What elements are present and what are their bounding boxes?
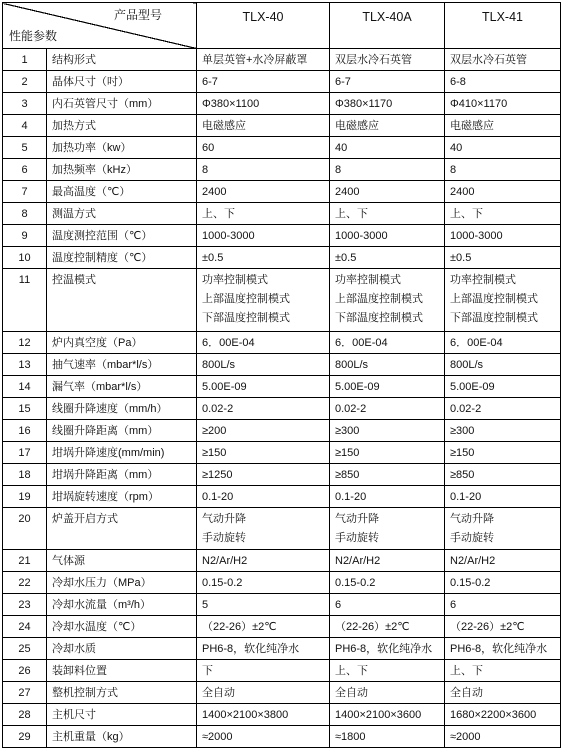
parameter-name: 整机控制方式 [47,682,197,704]
parameter-value: 8 [450,164,457,176]
parameter-value: ≥1250 [202,469,233,481]
table-row [3,159,561,181]
model-name: TLX-40A [362,10,412,24]
row-number: 13 [3,354,47,376]
row-number: 1 [3,49,47,71]
parameter-value: 8 [202,164,209,176]
parameter-value-cell [197,704,330,726]
parameter-value: N2/Ar/H2 [335,555,381,567]
parameter-value-cell [330,420,445,442]
spec-table [2,2,561,748]
parameter-value: 6 [450,599,457,611]
parameter-value: ≥150 [335,447,360,459]
parameter-value: 下部温度控制模式 [335,312,423,324]
parameter-value-cell [445,726,561,748]
parameter-value: 1000-3000 [335,230,388,242]
parameter-value-cell [197,71,330,93]
parameter-value-cell [330,508,445,550]
parameter-value-cell [330,115,445,137]
parameter-value: 上部温度控制模式 [450,293,538,305]
parameter-value: ≥300 [450,425,475,437]
parameter-value-cell [197,616,330,638]
table-row [3,572,561,594]
parameter-value: ±0.5 [202,252,224,264]
parameter-value: （22-26）±2℃ [202,621,277,633]
parameter-value: 1680×2200×3600 [450,709,537,721]
parameter-value: 上部温度控制模式 [202,293,290,305]
header-row [3,3,561,49]
parameter-name: 内石英管尺寸（mm） [47,93,197,115]
parameter-value-cell [330,594,445,616]
table-row [3,704,561,726]
row-number: 25 [3,638,47,660]
parameter-value: 0.15-0.2 [335,577,376,589]
parameter-value: 上、下 [202,208,235,220]
parameter-value: N2/Ar/H2 [202,555,248,567]
row-number: 9 [3,225,47,247]
parameter-name: 线圈升降速度（mm/h） [47,398,197,420]
parameter-name: 测温方式 [47,203,197,225]
parameter-value-cell [197,508,330,550]
parameter-value: ±0.5 [335,252,357,264]
parameter-value: ≥850 [335,469,360,481]
parameter-name: 坩埚旋转速度（rpm） [47,486,197,508]
parameter-value-cell [445,203,561,225]
parameter-value: 0.02-2 [335,403,367,415]
parameter-value: 1000-3000 [202,230,255,242]
parameter-value-cell [445,572,561,594]
parameter-value: 40 [335,142,348,154]
table-row [3,442,561,464]
parameter-name: 结构形式 [47,49,197,71]
parameter-value-cell [330,332,445,354]
parameter-value-cell [197,572,330,594]
parameter-value-cell [445,247,561,269]
table-row [3,71,561,93]
parameter-value-cell [445,508,561,550]
parameter-value-cell [197,464,330,486]
parameter-value: ≥150 [202,447,227,459]
parameter-value-cell [197,159,330,181]
table-row [3,93,561,115]
parameter-name: 冷却水流量（m³/h） [47,594,197,616]
parameter-value-cell [197,115,330,137]
parameter-value: 电磁感应 [450,120,494,132]
parameter-value: PH6-8，软化纯净水 [335,643,433,655]
parameter-value-cell [445,682,561,704]
parameter-name: 温度控制精度（℃） [47,247,197,269]
row-number: 21 [3,550,47,572]
parameter-value-cell [330,704,445,726]
parameter-value-cell [330,181,445,203]
parameter-name: 加热功率（kw） [47,137,197,159]
row-number: 11 [3,269,47,332]
parameter-value: 6-8 [450,76,466,88]
parameter-value-cell [330,682,445,704]
parameter-value: 6-7 [335,76,351,88]
parameter-value-cell [197,726,330,748]
parameter-value-cell [445,420,561,442]
parameter-value-cell [330,203,445,225]
parameter-value-cell [330,354,445,376]
parameter-value-cell [330,726,445,748]
parameter-value-cell [330,464,445,486]
parameter-value-cell [197,376,330,398]
parameter-value: 6-7 [202,76,218,88]
parameter-value-cell [197,203,330,225]
parameter-value: 1000-3000 [450,230,503,242]
parameter-value-cell [445,225,561,247]
table-row [3,594,561,616]
parameter-value: 6．00E-04 [450,337,503,349]
parameter-name: 坩埚升降速度(mm/min) [47,442,197,464]
parameter-value: ≥200 [202,425,227,437]
row-number: 7 [3,181,47,203]
table-row [3,550,561,572]
parameter-value-cell [197,247,330,269]
parameter-value: 1400×2100×3800 [202,709,289,721]
parameter-value-cell [197,49,330,71]
parameter-value-cell [445,269,561,332]
parameter-value-cell [445,464,561,486]
parameter-value-cell [445,704,561,726]
parameter-name: 冷却水温度（℃） [47,616,197,638]
parameter-value-cell [330,376,445,398]
parameter-value: 双层水冷石英管 [450,54,527,66]
parameter-value: 全自动 [450,687,483,699]
parameter-value: 手动旋转 [335,532,379,544]
parameter-value: 下部温度控制模式 [450,312,538,324]
parameter-name: 主机尺寸 [47,704,197,726]
parameter-value-cell [445,49,561,71]
parameter-value: 0.1-20 [450,491,482,503]
table-row [3,115,561,137]
table-row [3,225,561,247]
parameter-value: 0.15-0.2 [450,577,491,589]
parameter-value: 全自动 [202,687,235,699]
parameter-value: 0.02-2 [450,403,482,415]
table-row [3,49,561,71]
parameter-value: 上、下 [450,665,483,677]
parameter-value: 上部温度控制模式 [335,293,423,305]
parameter-value: 电磁感应 [202,120,246,132]
table-row [3,376,561,398]
parameter-value: 2400 [335,186,360,198]
parameter-name: 装卸料位置 [47,660,197,682]
row-number: 29 [3,726,47,748]
parameter-value: 800L/s [202,359,236,371]
table-row [3,354,561,376]
parameter-value-cell [330,269,445,332]
model-name: TLX-41 [482,10,523,24]
parameter-value-cell [197,420,330,442]
parameter-value-cell [330,159,445,181]
parameter-name: 气体源 [47,550,197,572]
row-number: 19 [3,486,47,508]
parameter-value-cell [445,594,561,616]
parameter-value-cell [445,93,561,115]
parameter-value: 5.00E-09 [450,381,495,393]
parameter-value: PH6-8，软化纯净水 [202,643,300,655]
parameter-value: 上、下 [450,208,483,220]
model-header-label: 产品型号 [113,8,162,22]
table-row [3,726,561,748]
parameter-value: 气动升降 [450,513,494,525]
parameter-value-cell [197,594,330,616]
parameter-value: 气动升降 [335,513,379,525]
row-number: 20 [3,508,47,550]
parameter-value-cell [330,616,445,638]
parameter-value: 上、下 [335,665,368,677]
model-header-tlx-41 [445,3,561,49]
parameter-value: 6．00E-04 [335,337,388,349]
parameter-value-cell [197,486,330,508]
parameter-value: 手动旋转 [202,532,246,544]
row-number: 27 [3,682,47,704]
parameter-value-cell [197,137,330,159]
parameter-value-cell [330,660,445,682]
spec-table-body [3,3,561,748]
parameter-value: 2400 [202,186,227,198]
parameter-value: 下 [202,665,213,677]
parameter-name: 控温模式 [47,269,197,332]
row-number: 12 [3,332,47,354]
parameter-value: ≈2000 [450,731,481,743]
parameter-value: ≥850 [450,469,475,481]
parameter-value: ≥300 [335,425,360,437]
parameter-value: Φ380×1100 [202,98,260,110]
parameter-name: 加热方式 [47,115,197,137]
parameter-value-cell [197,269,330,332]
table-row [3,616,561,638]
parameter-value: 60 [202,142,215,154]
parameter-value: 800L/s [450,359,484,371]
parameter-value: Φ380×1170 [335,98,393,110]
parameter-value-cell [330,93,445,115]
parameter-value-cell [330,572,445,594]
parameter-value-cell [445,159,561,181]
row-number: 8 [3,203,47,225]
parameter-value-cell [197,354,330,376]
parameter-name: 炉内真空度（Pa） [47,332,197,354]
parameter-value-cell [445,660,561,682]
model-header-tlx-40 [197,3,330,49]
parameter-value: 全自动 [335,687,368,699]
parameter-value-cell [197,225,330,247]
parameter-value: 0.1-20 [202,491,234,503]
row-number: 5 [3,137,47,159]
row-number: 16 [3,420,47,442]
parameter-value-cell [330,71,445,93]
table-row [3,508,561,550]
table-row [3,332,561,354]
parameter-value-cell [445,616,561,638]
row-number: 10 [3,247,47,269]
parameter-value-cell [197,638,330,660]
parameter-name: 晶体尺寸（吋） [47,71,197,93]
row-number: 3 [3,93,47,115]
table-row [3,682,561,704]
parameter-value: 5.00E-09 [202,381,247,393]
parameter-value-cell [330,247,445,269]
parameter-value: 双层水冷石英管 [335,54,412,66]
row-number: 28 [3,704,47,726]
parameter-value: 2400 [450,186,475,198]
parameter-value-cell [330,137,445,159]
parameter-value-cell [445,332,561,354]
parameter-value-cell [197,660,330,682]
parameter-name: 温度测控范围（℃） [47,225,197,247]
param-header-label: 性能参数 [9,29,58,43]
parameter-name: 主机重量（kg） [47,726,197,748]
parameter-value-cell [330,398,445,420]
model-name: TLX-40 [242,10,284,24]
parameter-value: 功率控制模式 [450,274,516,286]
parameter-value: 5 [202,599,209,611]
parameter-value: 0.1-20 [335,491,367,503]
parameter-value-cell [330,638,445,660]
parameter-value: ≈2000 [202,731,233,743]
parameter-value-cell [330,442,445,464]
row-number: 17 [3,442,47,464]
row-number: 2 [3,71,47,93]
parameter-value-cell [197,93,330,115]
parameter-value: 0.15-0.2 [202,577,243,589]
parameter-value-cell [445,376,561,398]
parameter-value-cell [445,115,561,137]
parameter-value-cell [197,398,330,420]
parameter-value: （22-26）±2℃ [335,621,410,633]
parameter-name: 炉盖开启方式 [47,508,197,550]
parameter-value: ≈1800 [335,731,366,743]
table-row [3,203,561,225]
parameter-value-cell [445,550,561,572]
parameter-value: 1400×2100×3600 [335,709,422,721]
parameter-value-cell [445,486,561,508]
parameter-value-cell [197,682,330,704]
parameter-value-cell [197,442,330,464]
table-row [3,137,561,159]
parameter-value-cell [330,49,445,71]
parameter-name: 加热频率（kHz） [47,159,197,181]
row-number: 23 [3,594,47,616]
parameter-value-cell [445,71,561,93]
parameter-value: N2/Ar/H2 [450,555,496,567]
parameter-value: ≥150 [450,447,475,459]
parameter-value-cell [330,486,445,508]
row-number: 26 [3,660,47,682]
parameter-value-cell [197,332,330,354]
parameter-value-cell [330,550,445,572]
parameter-name: 线圈升降距离（mm） [47,420,197,442]
parameter-value: （22-26）±2℃ [450,621,525,633]
model-header-tlx-40a [330,3,445,49]
parameter-value: 6 [335,599,342,611]
parameter-value: 800L/s [335,359,369,371]
table-row [3,486,561,508]
parameter-value-cell [445,137,561,159]
header-diagonal-cell [3,3,197,49]
table-row [3,464,561,486]
parameter-value: 下部温度控制模式 [202,312,290,324]
parameter-value: 40 [450,142,463,154]
parameter-value-cell [445,442,561,464]
parameter-value: 气动升降 [202,513,246,525]
parameter-value-cell [197,550,330,572]
parameter-value-cell [445,354,561,376]
row-number: 24 [3,616,47,638]
parameter-name: 坩埚升降距离（mm） [47,464,197,486]
parameter-value: 上、下 [335,208,368,220]
row-number: 18 [3,464,47,486]
parameter-value-cell [445,398,561,420]
table-row [3,269,561,332]
parameter-value: 单层英管+水冷屏蔽罩 [202,54,308,66]
parameter-value-cell [445,638,561,660]
table-row [3,398,561,420]
table-row [3,181,561,203]
table-row [3,420,561,442]
parameter-value-cell [197,181,330,203]
row-number: 4 [3,115,47,137]
table-row [3,638,561,660]
row-number: 15 [3,398,47,420]
row-number: 22 [3,572,47,594]
parameter-value: Φ410×1170 [450,98,508,110]
parameter-value: 6．00E-04 [202,337,255,349]
table-row [3,660,561,682]
parameter-value: 功率控制模式 [335,274,401,286]
parameter-value: 电磁感应 [335,120,379,132]
parameter-value-cell [330,225,445,247]
parameter-name: 冷却水压力（MPa） [47,572,197,594]
row-number: 14 [3,376,47,398]
parameter-value-cell [445,181,561,203]
parameter-name: 漏气率（mbar*l/s） [47,376,197,398]
parameter-value: 5.00E-09 [335,381,380,393]
parameter-name: 抽气速率（mbar*l/s） [47,354,197,376]
parameter-name: 冷却水质 [47,638,197,660]
parameter-value: 手动旋转 [450,532,494,544]
parameter-value: 8 [335,164,342,176]
parameter-value: PH6-8，软化纯净水 [450,643,548,655]
parameter-name: 最高温度（℃） [47,181,197,203]
parameter-value: 0.02-2 [202,403,234,415]
parameter-value: 功率控制模式 [202,274,268,286]
parameter-value: ±0.5 [450,252,472,264]
table-row [3,247,561,269]
row-number: 6 [3,159,47,181]
